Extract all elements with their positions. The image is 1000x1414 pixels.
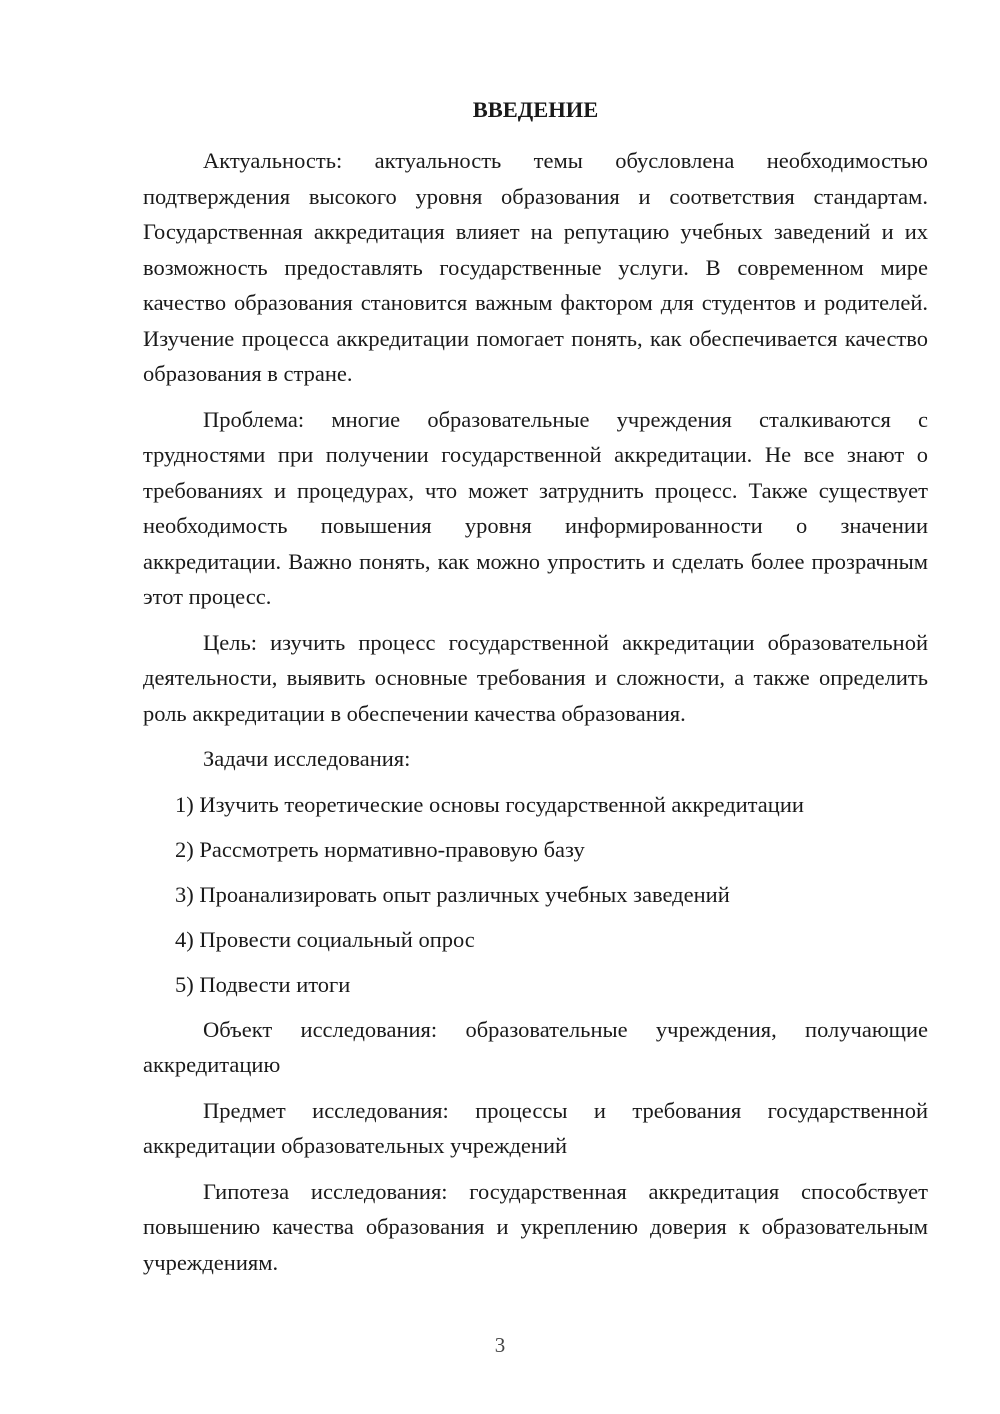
- task-item: 3) Проанализировать опыт различных учебных заведений: [175, 881, 730, 907]
- section-title: ВВЕДЕНИЕ: [472, 97, 599, 122]
- task-item: 2) Рассмотреть нормативно-правовую базу: [175, 836, 585, 862]
- problem-paragraph: Проблема: многие образовательные учреждения сталкиваются с трудностями при получении государственной аккредитации. Не все знают о требованиях и процедурах, что может затруднить процесс. Также существует необходимость повышения уровня информированности о значении аккредитации. Важно понять, как можно упростить и сделать более прозрачным этот процесс.: [143, 406, 928, 609]
- subject-paragraph: Предмет исследования: процессы и требования государственной аккредитации образовательных учреждений: [143, 1097, 928, 1158]
- task-item: 1) Изучить теоретические основы государственной аккредитации: [175, 791, 804, 817]
- page-number: 3: [494, 1333, 506, 1357]
- hypothesis-paragraph: Гипотеза исследования: государственная аккредитация способствует повышению качества образования и укреплению доверия к образовательным учреждениям.: [143, 1178, 928, 1275]
- goal-paragraph: Цель: изучить процесс государственной аккредитации образовательной деятельности, выявить основные требования и сложности, а также определить роль аккредитации в обеспечении качества образования.: [143, 629, 928, 726]
- task-item: 5) Подвести итоги: [175, 971, 351, 997]
- tasks-heading: Задачи исследования:: [203, 746, 411, 771]
- relevance-paragraph: Актуальность: актуальность темы обусловлена необходимостью подтверждения высокого уровня образования и соответствия стандартам. Государственная аккредитация влияет на репутацию учебных заведений и их возможность предоставлять государственные услуги. В современном мире качество образования становится важным фактором для студентов и родителей. Изучение процесса аккредитации помогает понять, как обеспечивается качество образования в стране.: [143, 148, 928, 386]
- document-page: [143, 92, 928, 1280]
- tasks-list: [143, 787, 928, 1003]
- object-paragraph: Объект исследования: образовательные учреждения, получающие аккредитацию: [143, 1016, 928, 1077]
- task-item: 4) Провести социальный опрос: [175, 926, 475, 952]
